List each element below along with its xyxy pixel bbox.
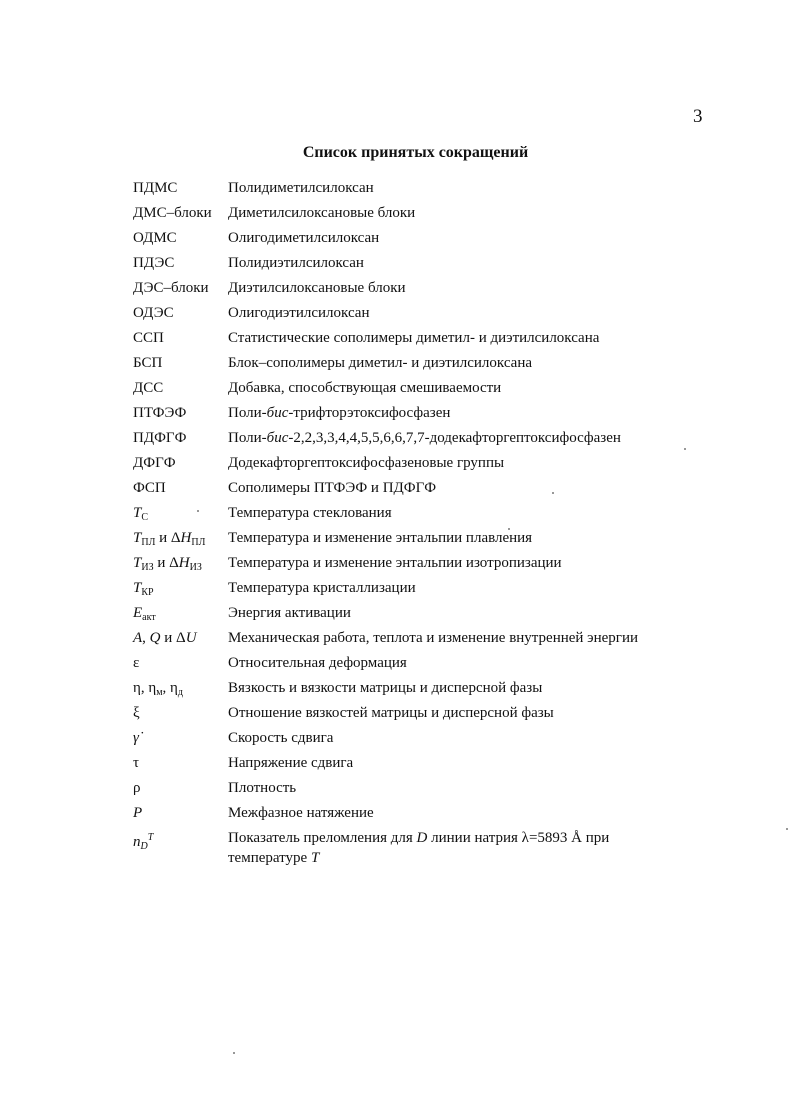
list-item [133, 253, 693, 278]
list-item [133, 303, 693, 328]
scan-speck [233, 1052, 235, 1054]
abbreviation-definition: Показатель преломления для D линии натрия λ=5893 Å при температуре T [228, 830, 610, 866]
abbreviation-definition: Скорость сдвига [228, 730, 334, 746]
abbreviation-term: ССП [133, 330, 164, 346]
abbreviation-definition: Энергия активации [228, 605, 351, 621]
abbreviation-term: ДЭС–блоки [133, 280, 209, 296]
abbreviation-definition: Относительная деформация [228, 655, 407, 671]
page-title: Список принятых сокращений [302, 144, 529, 161]
list-item [133, 678, 693, 703]
abbreviation-term: $T_{КР}$ [133, 580, 154, 598]
abbreviation-definition: Додекафторгептоксифосфазеновые группы [228, 455, 505, 471]
abbreviation-definition: Диэтилсилоксановые блоки [228, 280, 406, 296]
abbreviation-definition: Сополимеры ПТФЭФ и ПДФГФ [228, 480, 437, 496]
abbreviation-definition: Поли-бис-трифторэтоксифосфазен [228, 405, 451, 421]
abbreviation-term: P [133, 805, 143, 821]
abbreviation-definition: Добавка, способствующая смешиваемости [228, 380, 502, 396]
abbreviation-term: ДМС–блоки [133, 205, 212, 221]
abbreviation-term: $T_{ПЛ}$ и $\Delta H_{ПЛ}$ [133, 530, 206, 548]
abbreviation-term: ρ [133, 780, 141, 796]
list-item [133, 553, 693, 578]
list-item [133, 353, 693, 378]
list-item [133, 803, 693, 828]
abbreviation-definition: Температура и изменение энтальпии плавления [228, 530, 533, 546]
list-item [133, 753, 693, 778]
list-item [133, 653, 693, 678]
abbreviation-definition: Температура кристаллизации [228, 580, 416, 596]
abbreviation-term: τ [133, 755, 140, 771]
abbreviation-term: ОДЭС [133, 305, 174, 321]
abbreviation-term: ФСП [133, 480, 166, 496]
abbreviation-definition: Плотность [228, 780, 297, 796]
list-item [133, 828, 693, 872]
scan-speck [197, 510, 199, 512]
abbreviation-definition: Олигодиметилсилоксан [228, 230, 380, 246]
abbreviation-term: η, $\eta_м$, $\eta_д$ [133, 680, 183, 698]
abbreviation-term: ДФГФ [133, 455, 176, 471]
abbreviation-definition: Поли-бис-2,2,3,3,4,4,5,5,6,6,7,7-додекафторгептоксифосфазен [228, 430, 621, 446]
list-item [133, 703, 693, 728]
abbreviation-term: ПДМС [133, 180, 178, 196]
abbreviation-definition: Диметилсилоксановые блоки [228, 205, 416, 221]
list-item [133, 628, 693, 653]
list-item [133, 478, 693, 503]
abbreviation-term: ε [133, 655, 140, 671]
abbreviation-definition: Напряжение сдвига [228, 755, 354, 771]
abbreviation-term: γ̇ [133, 730, 139, 746]
abbreviation-definition: Блок–сополимеры диметил- и диэтилсилоксана [228, 355, 532, 371]
page-number: 3 [693, 106, 703, 127]
abbreviation-definition: Отношение вязкостей матрицы и дисперсной фазы [228, 705, 554, 721]
abbreviation-definition: Полидиметилсилоксан [228, 180, 374, 196]
list-item [133, 378, 693, 403]
abbreviation-definition: Вязкость и вязкости матрицы и дисперсной фазы [228, 680, 543, 696]
scan-speck [552, 492, 554, 494]
abbreviation-definition: Межфазное натяжение [228, 805, 374, 821]
list-item [133, 528, 693, 553]
abbreviation-term: БСП [133, 355, 163, 371]
list-item [133, 503, 693, 528]
abbreviation-term: $T_С$ [133, 505, 149, 523]
abbreviation-definition: Олигодиэтилсилоксан [228, 305, 370, 321]
abbreviation-definition: Температура и изменение энтальпии изотропизации [228, 555, 562, 571]
list-item [133, 328, 693, 353]
abbreviation-definition: Температура стеклования [228, 505, 392, 521]
abbreviation-definition: Полидиэтилсилоксан [228, 255, 364, 271]
scan-speck [508, 528, 510, 530]
abbreviation-term: $T_{ИЗ}$ и $\Delta H_{ИЗ}$ [133, 555, 202, 573]
list-item [133, 453, 693, 478]
list-item [133, 728, 693, 753]
abbreviation-term: ДСС [133, 380, 164, 396]
abbreviation-list [133, 178, 693, 872]
abbreviation-term: ПДЭС [133, 255, 175, 271]
scan-speck [684, 448, 686, 450]
abbreviation-definition: Статистические сополимеры диметил- и диэтилсилоксана [228, 330, 600, 346]
list-item [133, 203, 693, 228]
list-item [133, 578, 693, 603]
abbreviation-term: ПДФГФ [133, 430, 187, 446]
list-item [133, 178, 693, 203]
abbreviation-term: ξ [133, 705, 140, 721]
abbreviation-term: ПТФЭФ [133, 405, 187, 421]
scan-speck [786, 828, 788, 830]
list-item [133, 228, 693, 253]
abbreviation-term: ОДМС [133, 230, 177, 246]
abbreviation-term: A, Q и ΔU [133, 630, 197, 646]
list-item [133, 403, 693, 428]
list-item [133, 278, 693, 303]
abbreviation-term: $E_{акт}$ [133, 605, 156, 623]
list-item [133, 428, 693, 453]
abbreviation-definition: Механическая работа, теплота и изменение внутренней энергии [228, 630, 639, 646]
list-item [133, 778, 693, 803]
list-item [133, 603, 693, 628]
abbreviation-term: $n_D^T$ [133, 832, 154, 852]
